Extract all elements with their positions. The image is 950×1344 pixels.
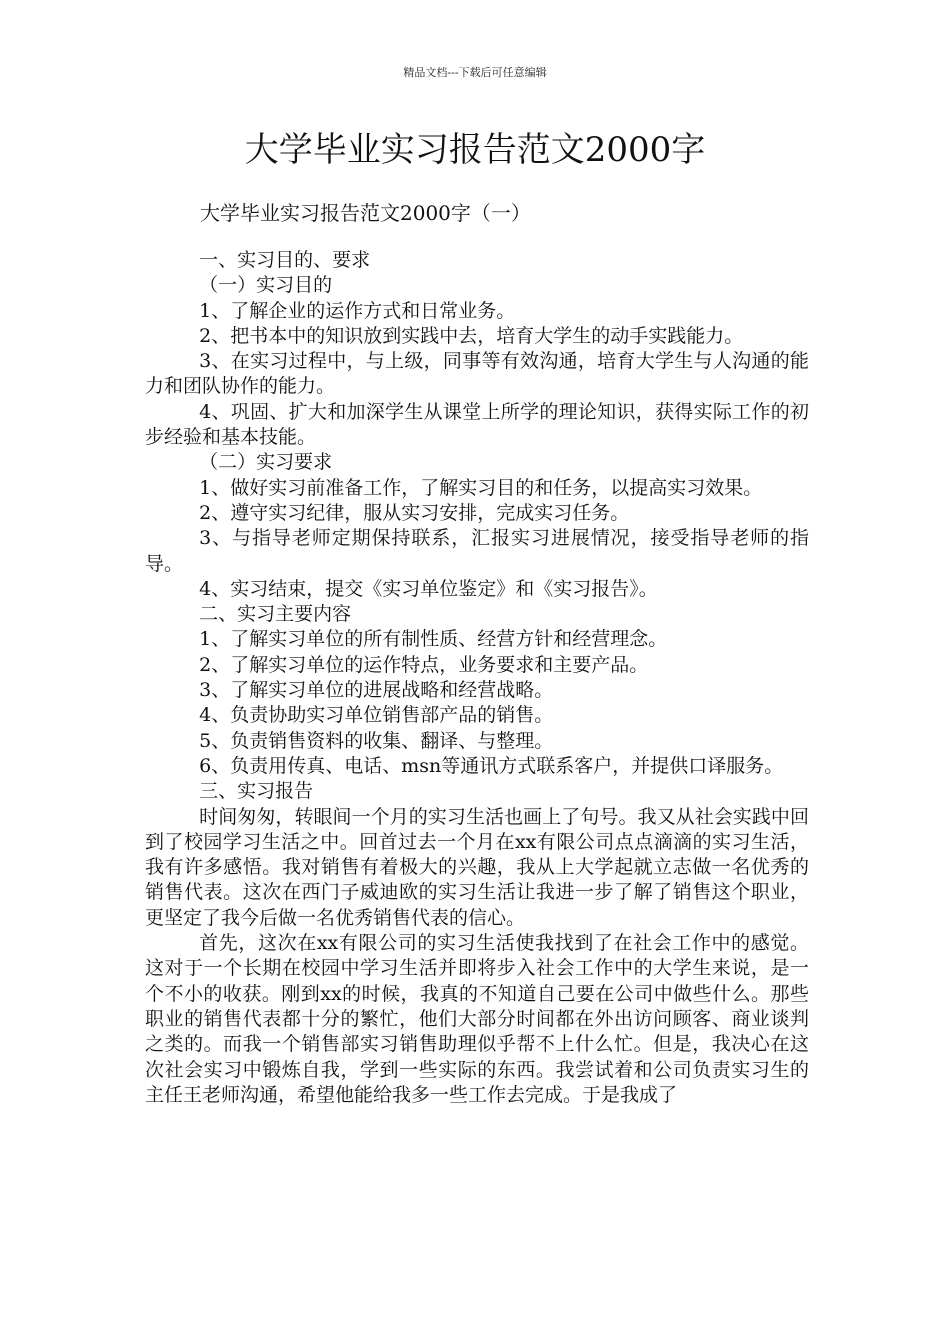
list-item: 4、巩固、扩大和加深学生从课堂上所学的理论知识，获得实际工作的初步经验和基本技能。: [145, 400, 809, 449]
list-item: 4、实习结束，提交《实习单位鉴定》和《实习报告》。: [199, 577, 658, 600]
list-item: 6、负责用传真、电话、msn等通讯方式联系客户，并提供口译服务。: [199, 754, 784, 777]
list-item: 2、了解实习单位的运作特点，业务要求和主要产品。: [199, 653, 649, 676]
section-heading: 二、实习主要内容: [199, 603, 352, 626]
page-header: 精品文档---下载后可任意编辑: [403, 66, 547, 79]
subsection-heading: （二）实习要求: [199, 451, 333, 474]
list-item: 1、了解实习单位的所有制性质、经营方针和经营理念。: [199, 628, 668, 651]
section-heading: 三、实习报告: [199, 780, 314, 803]
document-body: [145, 248, 809, 1108]
body-paragraph: 首先，这次在xx有限公司的实习生活使我找到了在社会工作中的感觉。这对于一个长期在校园中学习生活并即将步入社会工作中的大学生来说，是一个不小的收获。刚到xx的时候，我真的不知道自己要在公司中做些什么。那些职业的销售代表都十分的繁忙，他们大部分时间都在外出访问顾客、商业谈判之类的。而我一个销售部实习销售助理似乎帮不上什么忙。但是，我决心在这次社会实习中锻炼自我，学到一些实际的东西。我尝试着和公司负责实习生的主任王老师沟通，希望他能给我多一些工作去完成。于是我成了: [145, 932, 809, 1106]
list-item: 3、与指导老师定期保持联系，汇报实习进展情况，接受指导老师的指导。: [145, 527, 809, 575]
body-paragraph: 时间匆匆，转眼间一个月的实习生活也画上了句号。我又从社会实践中回到了校园学习生活之中。回首过去一个月在xx有限公司点点滴滴的实习生活，我有许多感悟。我对销售有着极大的兴趣，我从上大学起就立志做一名优秀的销售代表。这次在西门子威迪欧的实习生活让我进一步了解了销售这个职业，更坚定了我今后做一名优秀销售代表的信心。: [145, 805, 809, 929]
list-item: 3、了解实习单位的进展战略和经营战略。: [199, 679, 554, 702]
list-item: 2、把书本中的知识放到实践中去，培育大学生的动手实践能力。: [199, 324, 744, 347]
list-item: 1、了解企业的运作方式和日常业务。: [199, 299, 516, 322]
list-item: 5、负责销售资料的收集、翻译、与整理。: [199, 729, 554, 752]
list-item: 2、遵守实习纪律，服从实习安排，完成实习任务。: [199, 501, 630, 524]
list-item: 4、负责协助实习单位销售部产品的销售。: [199, 704, 554, 727]
subsection-heading: （一）实习目的: [199, 274, 333, 297]
document-title: 大学毕业实习报告范文2000字: [244, 130, 706, 170]
section-heading: 一、实习目的、要求: [199, 249, 371, 271]
list-item: 1、做好实习前准备工作，了解实习目的和任务，以提高实习效果。: [199, 476, 763, 499]
list-item: 3、在实习过程中，与上级，同事等有效沟通，培育大学生与人沟通的能力和团队协作的能力。: [145, 350, 809, 398]
document-subtitle: 大学毕业实习报告范文2000字（一）: [200, 201, 531, 225]
